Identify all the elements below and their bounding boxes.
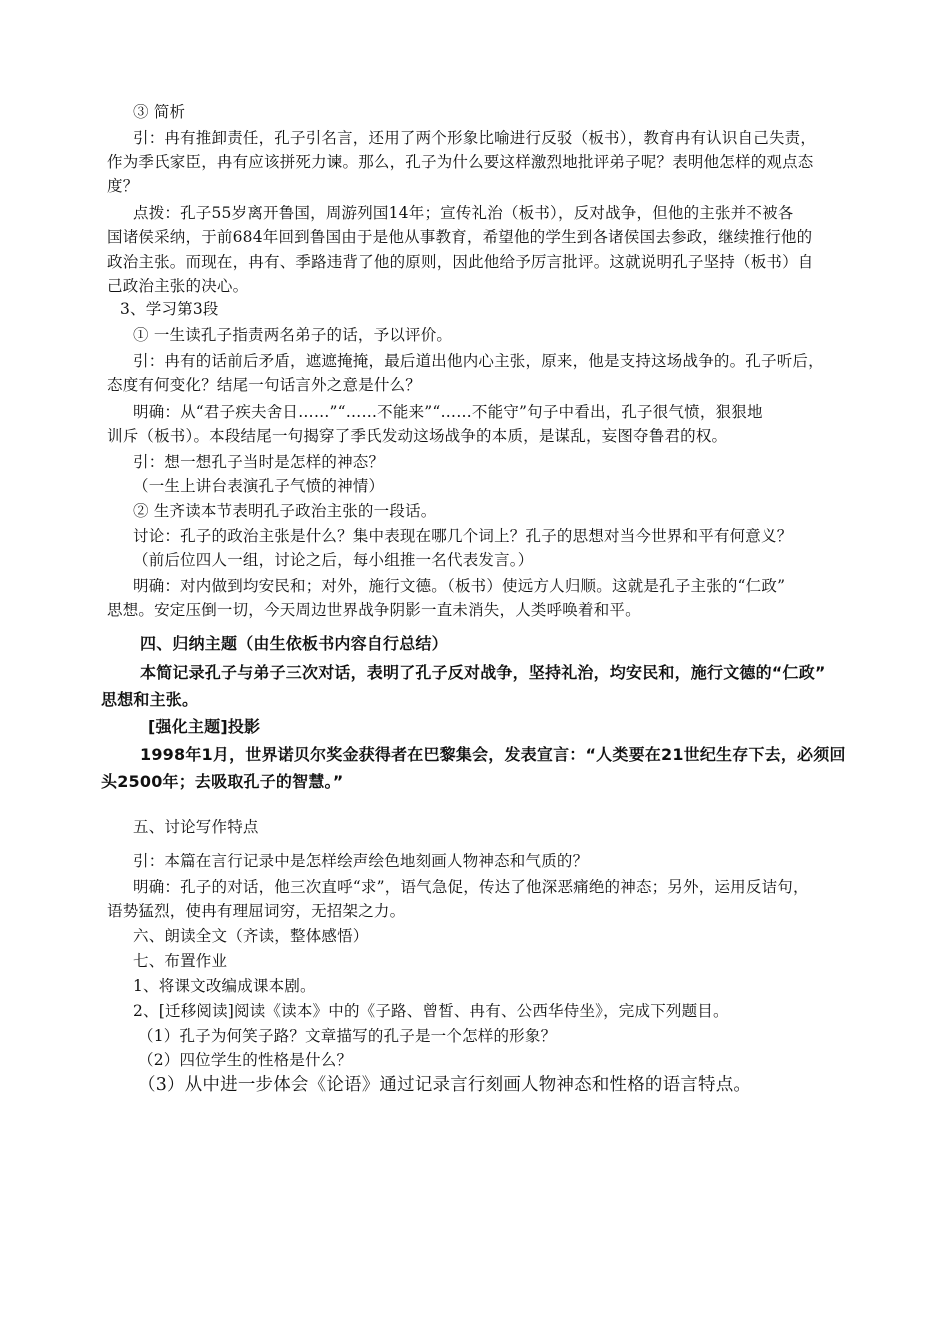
section-heading-writing: 五、讨论写作特点 [133, 818, 259, 836]
paragraph-line: 作为季氏家臣，冉有应该拼死力谏。那么，孔子为什么要这样激烈地批评弟子呢？表明他怎样的观点态 [107, 153, 814, 171]
section-heading: 3、学习第3段 [120, 300, 219, 318]
question-item: （2）四位学生的性格是什么？ [138, 1051, 353, 1069]
paragraph-line: 引：想一想孔子当时是怎样的神态？ [133, 453, 385, 471]
paragraph-line: 思想和主张。 [101, 690, 199, 709]
paragraph-line: 己政治主张的决心。 [107, 277, 249, 295]
paragraph-line: ② 生齐读本节表明孔子政治主张的一段话。 [133, 502, 437, 520]
homework-item: 1、将课文改编成课本剧。 [133, 977, 316, 995]
paragraph-line: 政治主张。而现在，冉有、季路违背了他的原则，因此他给予厉言批评。这就说明孔子坚持（板书）自 [107, 253, 814, 271]
paragraph-line: 引：冉有的话前后矛盾，遮遮掩掩，最后道出他内心主张，原来，他是支持这场战争的。孔子听后， [133, 352, 824, 370]
paragraph-line: 态度有何变化？结尾一句话言外之意是什么？ [107, 376, 422, 394]
paragraph-line: 本简记录孔子与弟子三次对话，表明了孔子反对战争，坚持礼治，均安民和，施行文德的“仁政” [140, 663, 826, 682]
homework-item: 2、[迁移阅读]阅读《读本》中的《子路、曾皙、冉有、公西华侍坐》，完成下列题目。 [133, 1002, 729, 1020]
question-item: （1）孔子为何笑子路？文章描写的孔子是一个怎样的形象？ [138, 1027, 557, 1045]
paragraph-line: 训斥（板书）。本段结尾一句揭穿了季氏发动这场战争的本质，是谋乱，妄图夺鲁君的权。 [107, 427, 728, 445]
paragraph-line: 讨论：孔子的政治主张是什么？集中表现在哪几个词上？孔子的思想对当今世界和平有何意义？ [133, 527, 793, 545]
paragraph-line: 明确：孔子的对话，他三次直呼“求”，语气急促，传达了他深恶痛绝的神态；另外，运用反诘句， [133, 878, 809, 896]
question-item: （3）从中进一步体会《论语》通过记录言行刻画人物神态和性格的语言特点。 [138, 1075, 752, 1095]
paragraph-line: （一生上讲台表演孔子气愤的神情） [133, 477, 385, 495]
paragraph-line: 头2500年；去吸取孔子的智慧。” [101, 772, 344, 791]
paragraph-line: 国诸侯采纳，于前684年回到鲁国由于是他从事教育，希望他的学生到各诸侯国去参政，继续推行他的 [107, 228, 813, 246]
paragraph-line: 点拨：孔子55岁离开鲁国，周游列国14年；宣传礼治（板书），反对战争，但他的主张并不被各 [133, 204, 794, 222]
paragraph-line: 引：本篇在言行记录中是怎样绘声绘色地刻画人物神态和气质的？ [133, 852, 589, 870]
paragraph-line: 1998年1月，世界诺贝尔奖金获得者在巴黎集会，发表宣言：“人类要在21世纪生存下去，必须回 [140, 745, 846, 764]
paragraph-line: 度？ [107, 177, 139, 195]
subheading-analysis: ③ 简析 [133, 103, 186, 121]
paragraph-line: （前后位四人一组，讨论之后，每小组推一名代表发言。） [133, 551, 534, 569]
paragraph-line: 引：冉有推卸责任，孔子引名言，还用了两个形象比喻进行反驳（板书），教育冉有认识自己失责， [133, 129, 817, 147]
paragraph-line: 明确：从“君子疾夫舍日……”“……不能来”“……不能守”句子中看出，孔子很气愤，狠狠地 [133, 403, 763, 421]
paragraph-line: 明确：对内做到均安民和；对外，施行文德。（板书）使远方人归顺。这就是孔子主张的“仁政” [133, 577, 786, 595]
paragraph-line: ① 一生读孔子指责两名弟子的话，予以评价。 [133, 326, 453, 344]
subheading-projection: [强化主题]投影 [148, 717, 261, 736]
section-heading-homework: 七、布置作业 [133, 952, 228, 970]
paragraph-line: 思想。安定压倒一切，今天周边世界战争阴影一直未消失，人类呼唤着和平。 [107, 601, 641, 619]
section-heading-reading: 六、朗读全文（齐读，整体感悟） [133, 927, 369, 945]
paragraph-line: 语势猛烈，使冉有理屈词穷，无招架之力。 [107, 902, 406, 920]
section-heading-summary: 四、归纳主题（由生依板书内容自行总结） [140, 634, 448, 653]
